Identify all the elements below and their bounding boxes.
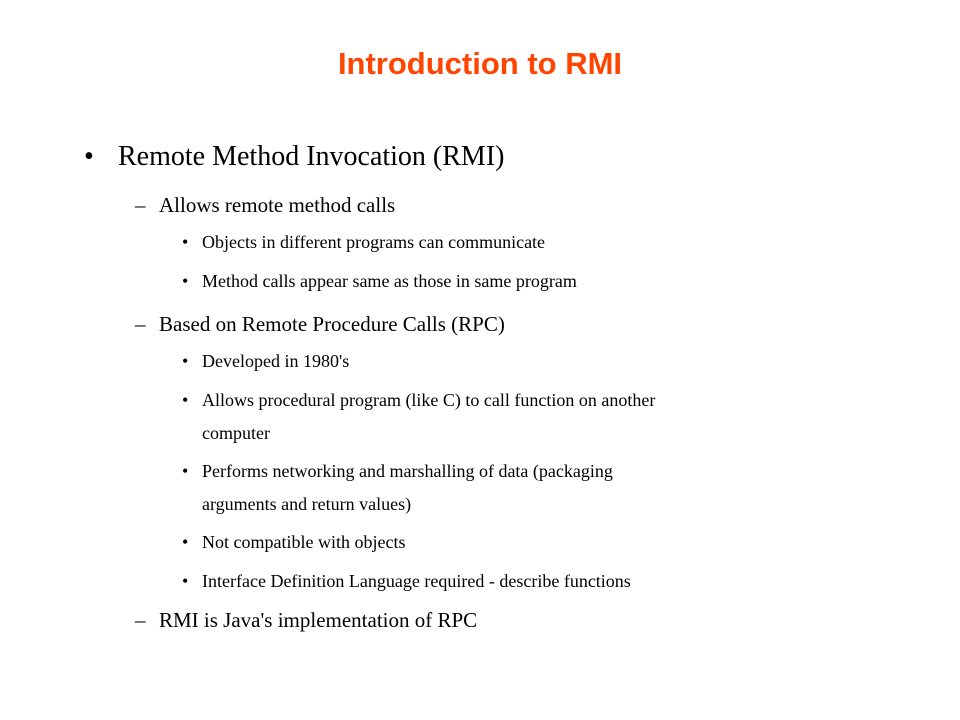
bullet-level3-text: Objects in different programs can communicate bbox=[202, 232, 546, 252]
bullet-marker: • bbox=[182, 532, 189, 552]
dash-marker: – bbox=[135, 608, 146, 632]
bullet-marker: • bbox=[182, 232, 189, 252]
bullet-marker: • bbox=[182, 351, 189, 371]
bullet-level2-text: Based on Remote Procedure Calls (RPC) bbox=[159, 312, 505, 336]
bullet-level3-continuation: arguments and return values) bbox=[202, 494, 412, 514]
bullet-level2-text: RMI is Java's implementation of RPC bbox=[159, 608, 478, 632]
bullet-level2-text: Allows remote method calls bbox=[159, 193, 396, 217]
bullet-marker: • bbox=[182, 271, 189, 291]
bullet-marker: • bbox=[182, 461, 189, 481]
bullet-level3-text: Developed in 1980's bbox=[202, 351, 350, 371]
dash-marker: – bbox=[135, 193, 146, 217]
slide-title: Introduction to RMI bbox=[337, 46, 623, 81]
bullet-level3-text: Allows procedural program (like C) to call function on another bbox=[202, 390, 656, 410]
bullet-level3-text: Not compatible with objects bbox=[202, 532, 406, 552]
bullet-marker: • bbox=[182, 390, 189, 410]
bullet-level3-text: Method calls appear same as those in same program bbox=[202, 271, 577, 291]
bullet-marker: • bbox=[182, 571, 189, 591]
dash-marker: – bbox=[135, 312, 146, 336]
bullet-level3-continuation: computer bbox=[202, 423, 270, 443]
bullet-level3-text: Interface Definition Language required - describe functions bbox=[202, 571, 631, 591]
bullet-marker: • bbox=[84, 141, 94, 172]
bullet-level1-text: Remote Method Invocation (RMI) bbox=[118, 141, 505, 172]
bullet-level3-text: Performs networking and marshalling of data (packaging bbox=[202, 461, 613, 481]
